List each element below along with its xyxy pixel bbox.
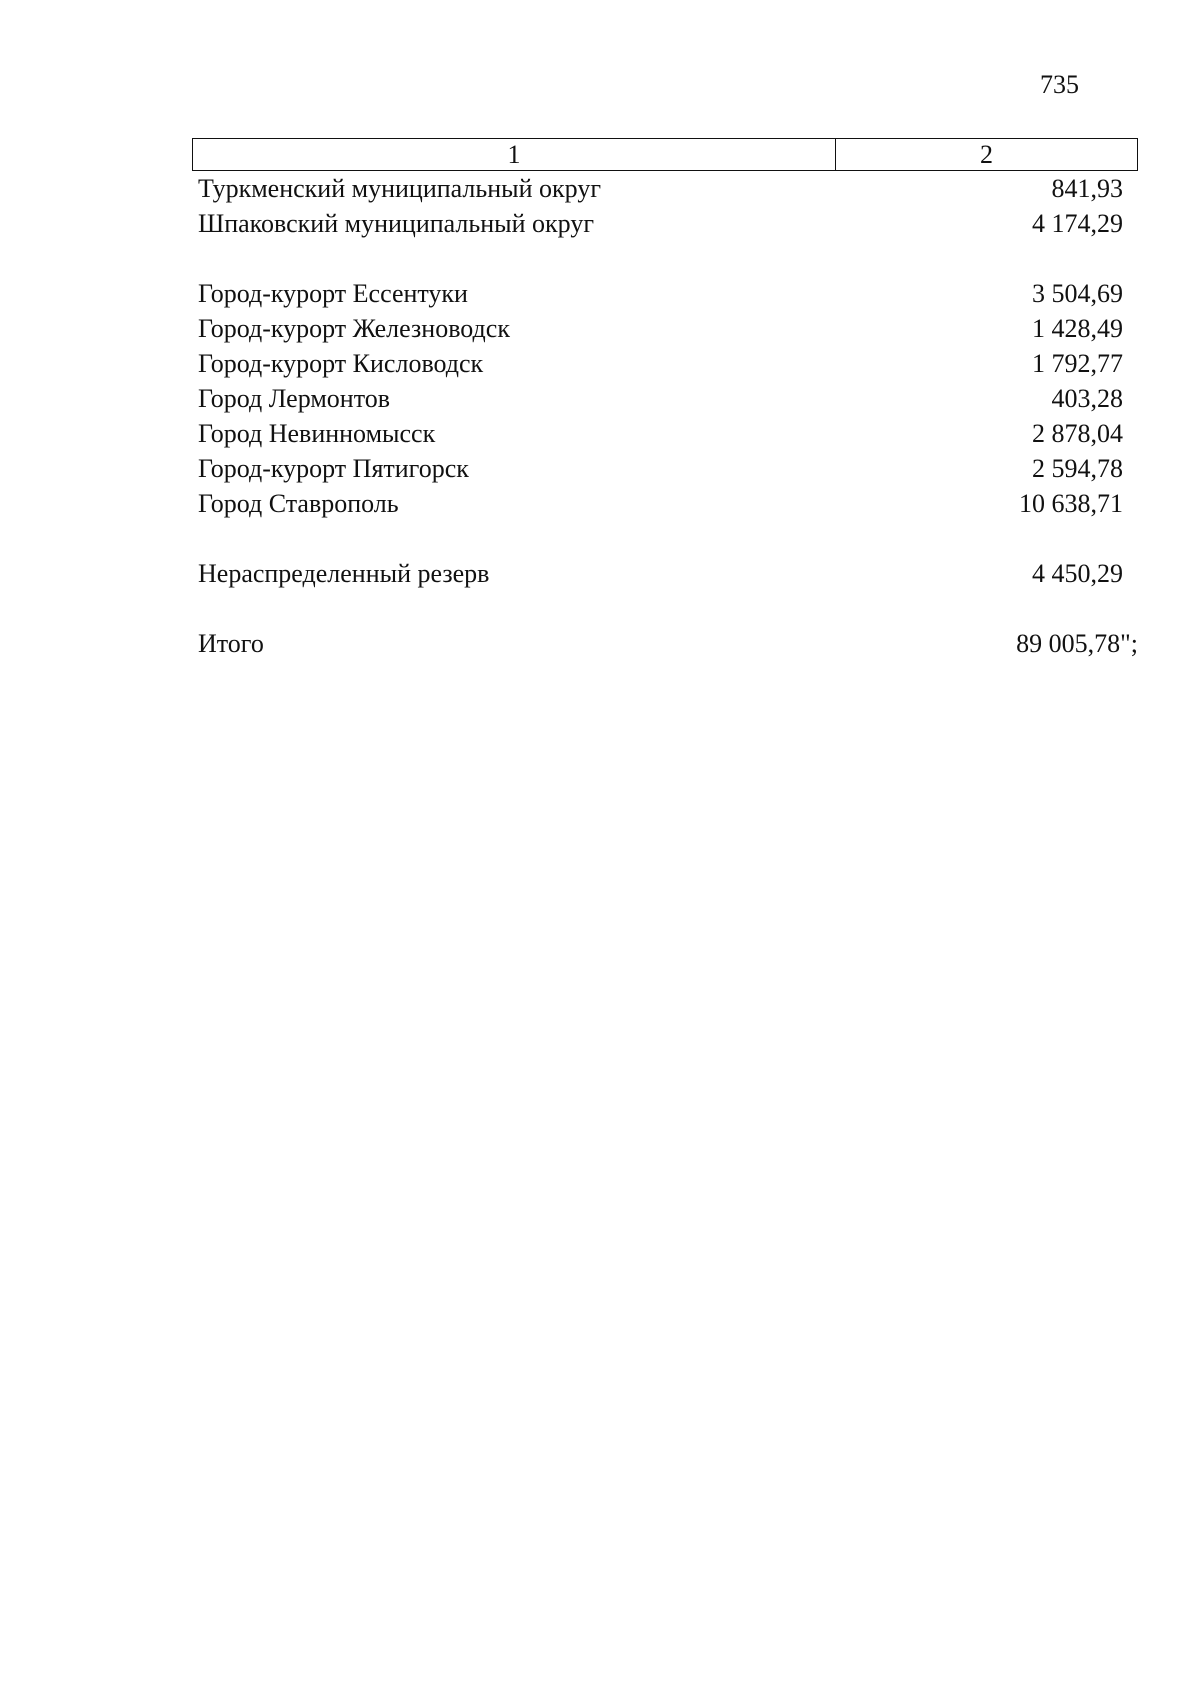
row-name: Туркменский муниципальный округ bbox=[198, 174, 601, 203]
table-row bbox=[192, 486, 1138, 521]
table-row bbox=[192, 171, 1138, 206]
table-row bbox=[192, 276, 1138, 311]
total-value: 89 005,78"; bbox=[1016, 629, 1138, 658]
row-name: Город Лермонтов bbox=[198, 384, 390, 413]
column-header-2: 2 bbox=[980, 140, 993, 169]
table-row bbox=[192, 451, 1138, 486]
row-value: 841,93 bbox=[1051, 174, 1123, 203]
table-body bbox=[192, 171, 1138, 661]
row-value: 2 594,78 bbox=[1032, 454, 1123, 483]
table-row bbox=[192, 416, 1138, 451]
page-number: 735 bbox=[1040, 70, 1079, 99]
row-value: 10 638,71 bbox=[1019, 489, 1123, 518]
row-value: 403,28 bbox=[1051, 384, 1123, 413]
row-name: Город-курорт Ессентуки bbox=[198, 279, 468, 308]
row-name: Нераспределенный резерв bbox=[198, 559, 490, 588]
table-row bbox=[192, 556, 1138, 591]
row-value: 3 504,69 bbox=[1032, 279, 1123, 308]
allocation-table bbox=[192, 138, 1138, 661]
column-header-1: 1 bbox=[193, 139, 836, 170]
row-value: 2 878,04 bbox=[1032, 419, 1123, 448]
row-gap bbox=[192, 521, 1138, 556]
row-name: Шпаковский муниципальный округ bbox=[198, 209, 594, 238]
table-header bbox=[192, 138, 1138, 171]
table-row bbox=[192, 311, 1138, 346]
table-row bbox=[192, 381, 1138, 416]
row-value: 1 428,49 bbox=[1032, 314, 1123, 343]
total-label: Итого bbox=[198, 629, 264, 658]
row-name: Город Ставрополь bbox=[198, 489, 399, 518]
row-name: Город-курорт Пятигорск bbox=[198, 454, 469, 483]
row-gap bbox=[192, 591, 1138, 626]
row-name: Город-курорт Кисловодск bbox=[198, 349, 484, 378]
row-name: Город Невинномысск bbox=[198, 419, 436, 448]
table-row bbox=[192, 346, 1138, 381]
table-row bbox=[192, 206, 1138, 241]
row-value: 4 174,29 bbox=[1032, 209, 1123, 238]
row-gap bbox=[192, 241, 1138, 276]
total-row bbox=[192, 626, 1138, 661]
row-name: Город-курорт Железноводск bbox=[198, 314, 510, 343]
row-value: 1 792,77 bbox=[1032, 349, 1123, 378]
row-value: 4 450,29 bbox=[1032, 559, 1123, 588]
